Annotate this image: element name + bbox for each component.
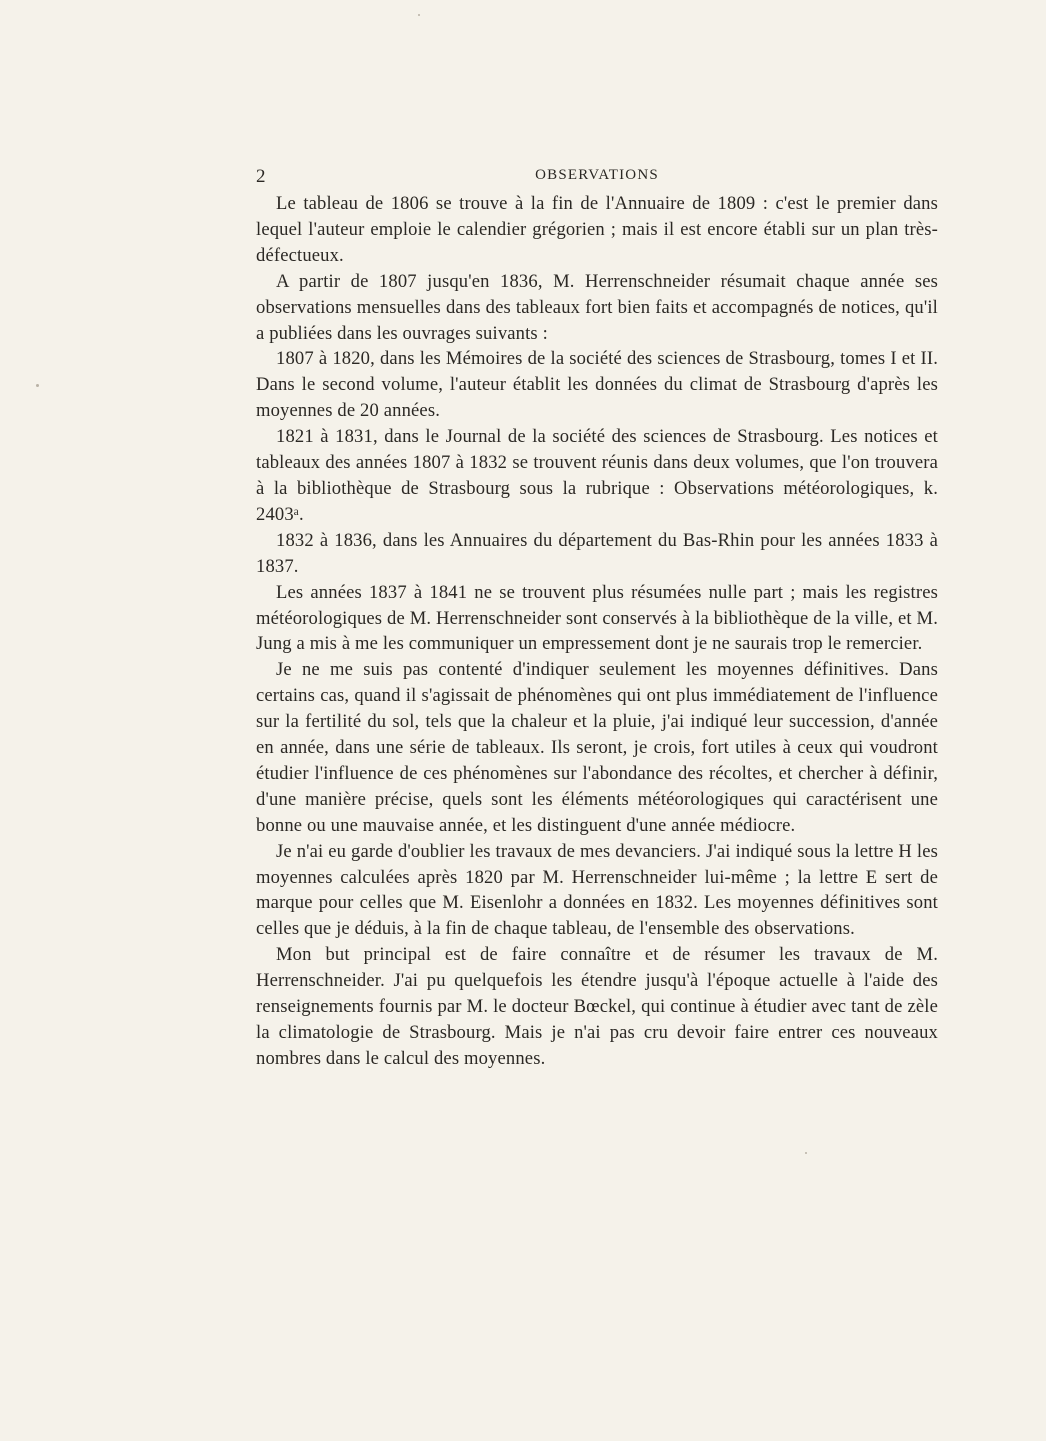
paper-speck (418, 14, 420, 16)
running-title: OBSERVATIONS (535, 167, 659, 183)
paper-speck (36, 384, 39, 387)
paragraph: 1821 à 1831, dans le Journal de la société des sciences de Strasbourg. Les notices et tableaux des années 1807 à 1832 se trouvent réunis dans deux volumes, que l'on trouvera à la bibliothèque de Strasbourg sous la rubrique : Observations météorologiques, k. 2403ᵃ. (256, 426, 938, 525)
paragraph: 1832 à 1836, dans les Annuaires du département du Bas-Rhin pour les années 1833 à 1837. (256, 529, 938, 577)
paper-speck (805, 1152, 807, 1154)
page-number: 2 (256, 166, 266, 187)
paragraph: Je ne me suis pas contenté d'indiquer seulement les moyennes définitives. Dans certains cas, quand il s'agissait de phénomènes qui ont plus immédiatement de l'influence sur la fertilité du sol, tels que la chaleur et la pluie, j'ai indiqué leur succession, d'année en année, dans une série de tableaux. Ils seront, je crois, fort utiles à ceux qui voudront étudier l'influence de ces phénomènes sur l'abondance des récoltes, et chercher à définir, d'une manière précise, quels sont les éléments météorologiques qui caractérisent une bonne ou une mauvaise année, et les distinguent d'une année médiocre. (256, 659, 938, 836)
paragraph: A partir de 1807 jusqu'en 1836, M. Herrenschneider résumait chaque année ses observations mensuelles dans des tableaux fort bien faits et accompagnés de notices, qu'il a publiées dans les ouvrages suivants : (256, 270, 938, 344)
paragraph: Le tableau de 1806 se trouve à la fin de l'Annuaire de 1809 : c'est le premier dans lequel l'auteur emploie le calendier grégorien ; mais il est encore établi sur un plan très-défectueux. (256, 193, 938, 266)
paragraph: 1807 à 1820, dans les Mémoires de la société des sciences de Strasbourg, tomes I et II. Dans le second volume, l'auteur établit les données du climat de Strasbourg d'après les moyennes de 20 années. (256, 348, 938, 422)
paragraph: Les années 1837 à 1841 ne se trouvent plus résumées nulle part ; mais les registres météorologiques de M. Herrenschneider sont conservés à la bibliothèque de la ville, et M. Jung a mis à me les communiquer un empressement dont je ne saurais trop le remercier. (256, 581, 938, 655)
paragraph: Je n'ai eu garde d'oublier les travaux de mes devanciers. J'ai indiqué sous la lettre H les moyennes calculées après 1820 par M. Herrenschneider lui-même ; la lettre E sert de marque pour celles que M. Eisenlohr a données en 1832. Les moyennes définitives sont celles que je déduis, à la fin de chaque tableau, de l'ensemble des observations. (256, 840, 938, 940)
running-head (256, 166, 938, 188)
body-text (256, 191, 938, 1072)
paragraph: Mon but principal est de faire connaître et de résumer les travaux de M. Herrenschneider. J'ai pu quelquefois les étendre jusqu'à l'époque actuelle à l'aide des renseignements fournis par M. le docteur Bœckel, qui continue à étudier avec tant de zèle la climatologie de Strasbourg. Mais je n'ai pas cru devoir faire entrer ces nouveaux nombres dans le calcul des moyennes. (256, 944, 938, 1069)
